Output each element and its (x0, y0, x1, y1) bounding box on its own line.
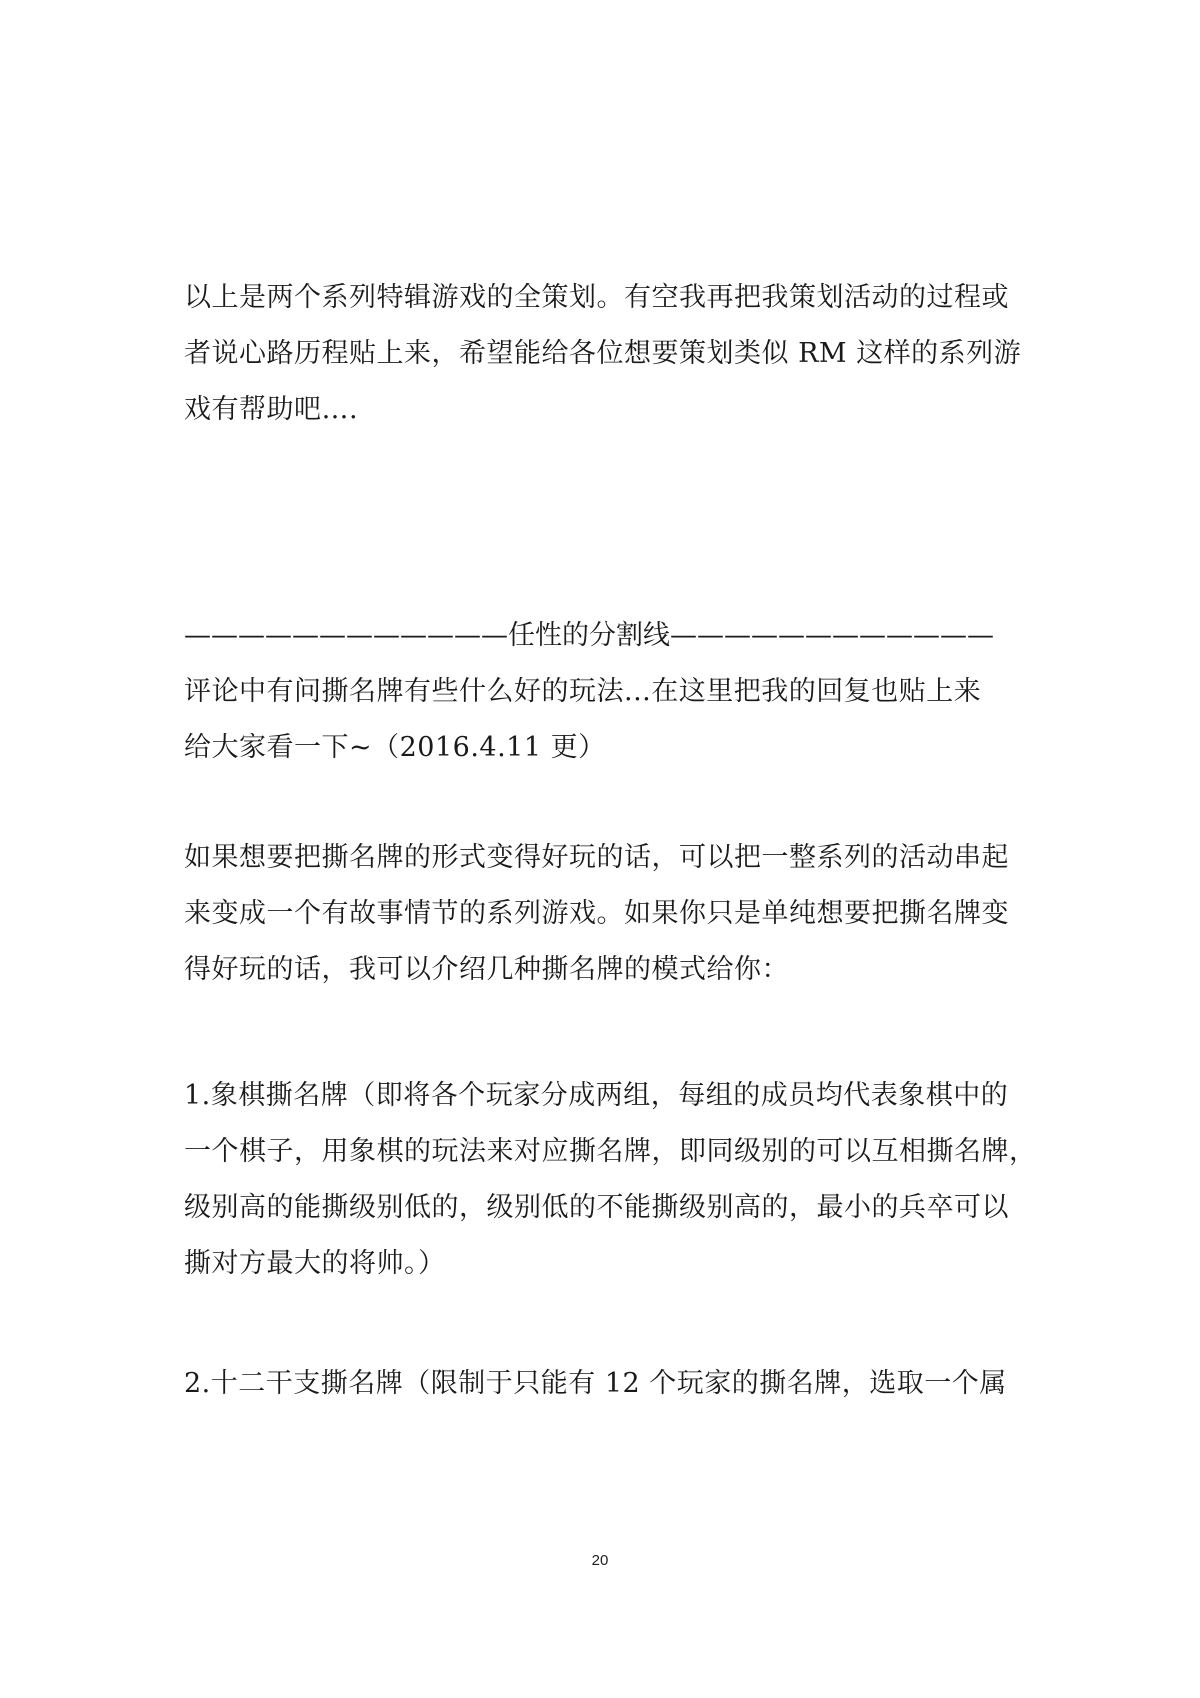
text-line: 戏有帮助吧…. (184, 394, 359, 425)
text-line: 者说心路历程贴上来，希望能给各位想要策划类似 RM 这样的系列游 (184, 338, 1022, 369)
page-number: 20 (591, 1552, 609, 1569)
text-line: 1.象棋撕名牌（即将各个玩家分成两组，每组的成员均代表象棋中的 (184, 1080, 1009, 1111)
text-line: 得好玩的话，我可以介绍几种撕名牌的模式给你： (184, 954, 789, 985)
text-line: 如果想要把撕名牌的形式变得好玩的话，可以把一整系列的活动串起 (184, 842, 1009, 873)
text-line: 级别高的能撕级别低的，级别低的不能撕级别高的，最小的兵卒可以 (184, 1192, 1009, 1223)
comment-intro-paragraph (184, 664, 1024, 776)
text-line: 评论中有问撕名牌有些什么好的玩法...在这里把我的回复也贴上来 (184, 676, 982, 707)
mode-2-paragraph (184, 1356, 1024, 1412)
text-line: 以上是两个系列特辑游戏的全策划。有空我再把我策划活动的过程或 (184, 282, 1009, 313)
text-line: 2.十二干支撕名牌（限制于只能有 12 个玩家的撕名牌，选取一个属 (184, 1368, 1007, 1399)
mode-1-paragraph (184, 1068, 1037, 1292)
text-line: 一个棋子，用象棋的玩法来对应撕名牌，即同级别的可以互相撕名牌， (184, 1136, 1037, 1167)
text-line: 给大家看一下~（2016.4.11 更） (184, 732, 606, 763)
section-divider (184, 616, 1024, 656)
divider-text: ————————————任性的分割线———————————— (184, 620, 994, 651)
summary-paragraph (184, 270, 1024, 438)
reply-paragraph (184, 830, 1024, 998)
text-line: 撕对方最大的将帅。） (184, 1248, 446, 1279)
text-line: 来变成一个有故事情节的系列游戏。如果你只是单纯想要把撕名牌变 (184, 898, 1009, 929)
